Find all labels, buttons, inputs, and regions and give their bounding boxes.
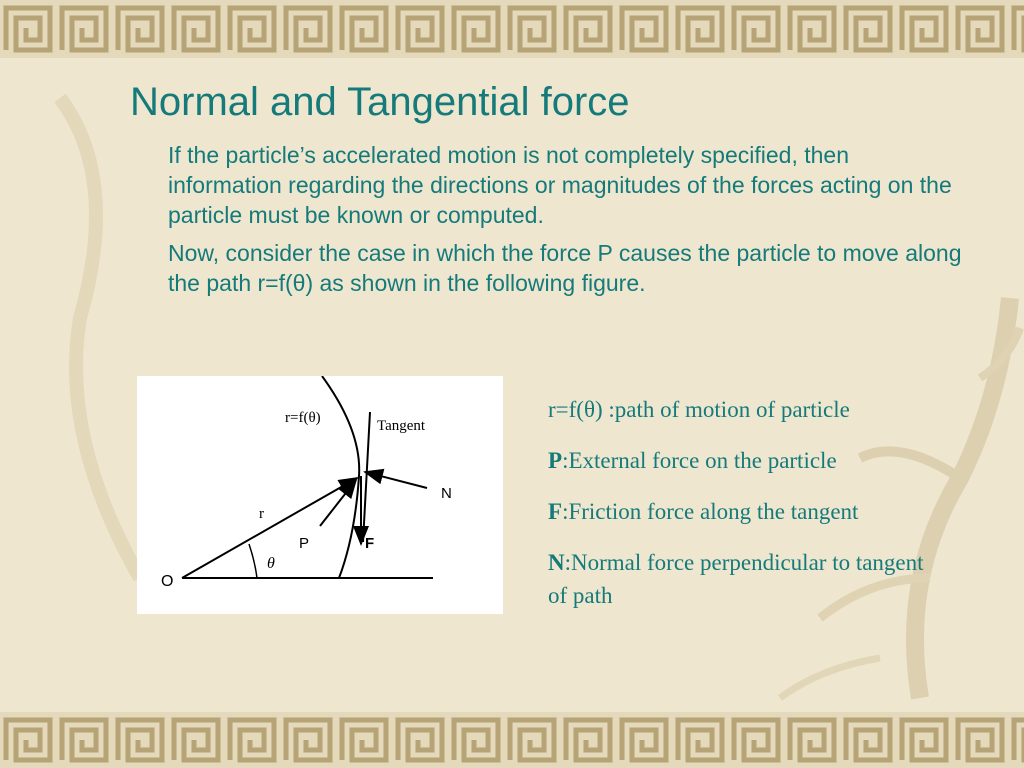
normal-arrow	[365, 472, 427, 488]
force-diagram-svg	[137, 376, 503, 614]
legend-external-force-text: :External force on the particle	[562, 448, 837, 473]
paragraph-intro: If the particle’s accelerated motion is not completely specified, then information regarding the directions or magnitudes of the forces acting on the particle must be known or computed.	[168, 142, 952, 228]
label-force-p: P	[299, 535, 310, 552]
legend-friction-force-text: :Friction force along the tangent	[562, 499, 859, 524]
legend-symbol-p: P	[548, 448, 563, 473]
legend-normal-force	[548, 546, 928, 612]
legend-external-force	[548, 444, 968, 477]
label-path: r=f(θ)	[285, 410, 321, 426]
label-tangent: Tangent	[377, 418, 426, 434]
decorative-border-top	[0, 0, 1024, 58]
label-origin: O	[161, 573, 174, 590]
label-angle: θ	[267, 555, 275, 572]
paragraph-case: Now, consider the case in which the force P causes the particle to move along the path r=f(θ) as shown in the following figure.	[168, 240, 962, 296]
legend-path-text: r=f(θ) :path of motion of particle	[548, 397, 850, 422]
legend-normal-force-text: :Normal force perpendicular to tangent of path	[548, 550, 924, 608]
meander-pattern-bottom	[0, 712, 1024, 768]
label-force-n: N	[441, 485, 452, 502]
legend-friction-force	[548, 495, 968, 528]
tangent-line	[363, 412, 370, 542]
slide-title: Normal and Tangential force	[130, 80, 630, 124]
legend-path	[548, 393, 968, 426]
p-force-arrow	[320, 480, 356, 526]
path-curve	[322, 376, 359, 578]
legend-symbol-f: F	[548, 499, 563, 524]
label-force-f: F	[365, 535, 375, 552]
force-diagram	[137, 376, 503, 614]
legend-symbol-n: N	[548, 550, 565, 575]
angle-arc	[249, 544, 257, 578]
decorative-border-bottom	[0, 712, 1024, 768]
label-radius: r	[259, 506, 264, 522]
meander-pattern-top	[0, 0, 1024, 58]
